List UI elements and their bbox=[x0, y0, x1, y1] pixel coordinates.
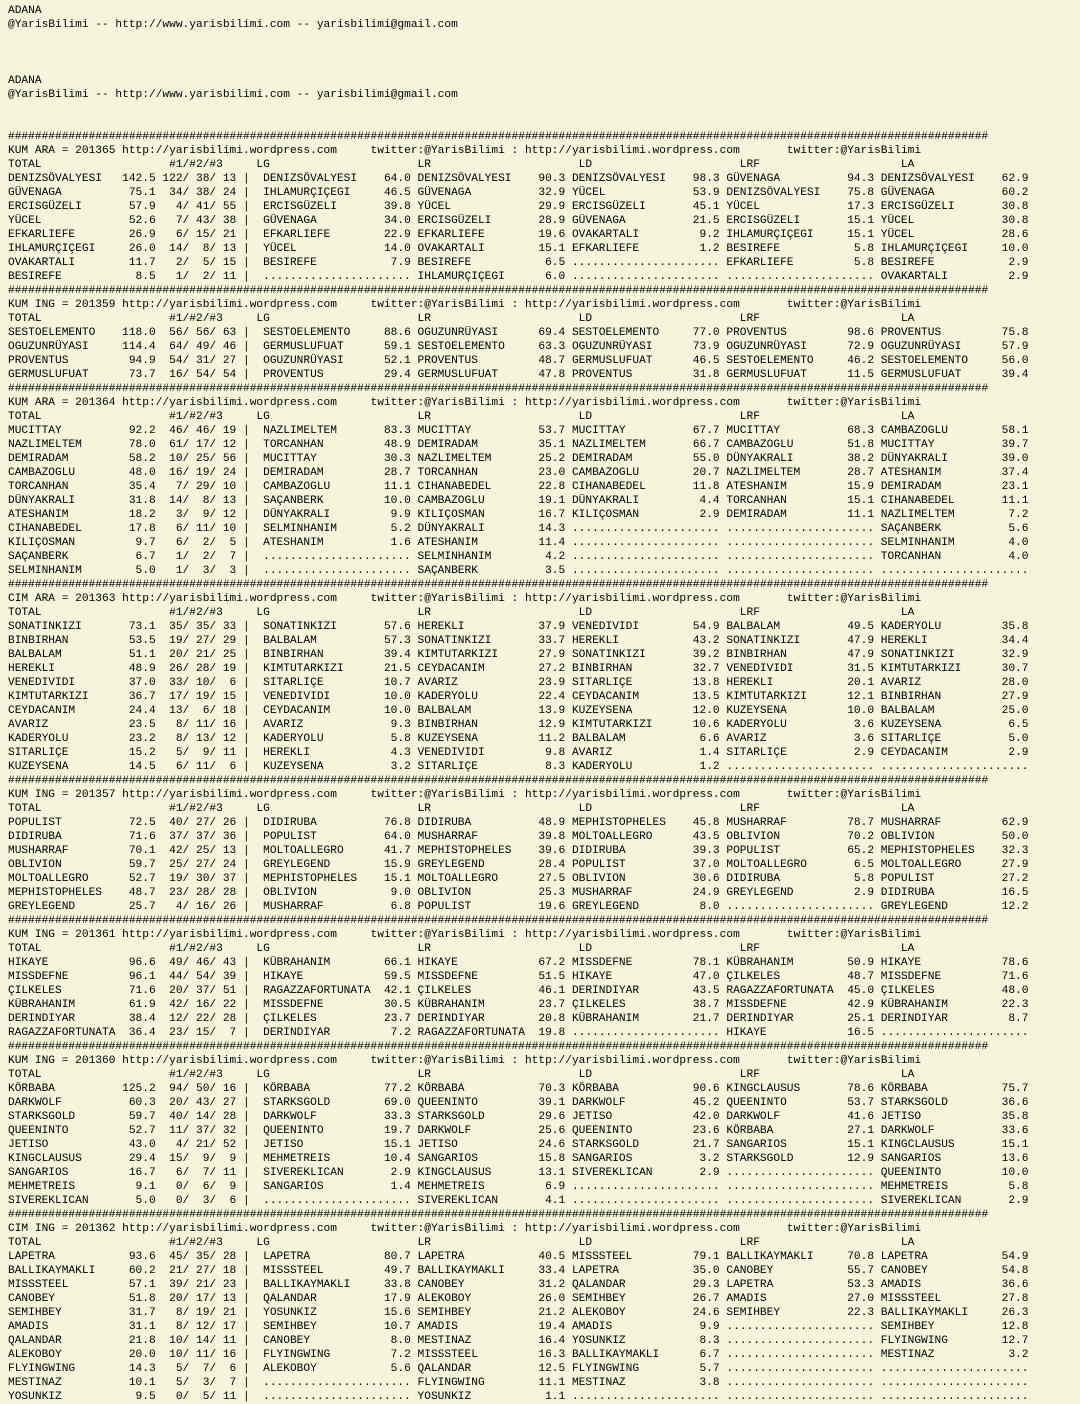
horse-row: SEMIHBEY 31.7 8/ 19/ 21 | YOSUNKIZ 15.6 SEMIHBEY 21.2 ALEKOBOY 24.6 SEMIHBEY 22.3 BALLIKAYMAKLI 26.3 bbox=[8, 1307, 1029, 1319]
horse-row: GERMUSLUFUAT 73.7 16/ 54/ 54 | PROVENTUS 29.4 GERMUSLUFUAT 47.8 PROVENTUS 31.8 GERMUSLUFUAT 11.5 GERMUSLUFUAT 39.4 bbox=[8, 369, 1029, 381]
horse-row: KINGCLAUSUS 29.4 15/ 9/ 9 | MEHMETREIS 10.4 SANGARIOS 15.8 SANGARIOS 3.2 STARKSGOLD 12.9 SANGARIOS 13.6 bbox=[8, 1153, 1029, 1165]
horse-row: EFKARLIEFE 26.9 6/ 15/ 21 | EFKARLIEFE 22.9 EFKARLIEFE 19.6 OVAKARTALI 9.2 IHLAMURÇIÇEGI 15.1 YÜCEL 28.6 bbox=[8, 229, 1029, 241]
column-header: TOTAL #1/#2/#3 LG LR LD LRF LA bbox=[8, 411, 915, 423]
horse-row: IHLAMURÇIÇEGI 26.0 14/ 8/ 13 | YÜCEL 14.0 OVAKARTALI 15.1 EFKARLIEFE 1.2 BESIREFE 5.8 IHLAMURÇIÇEGI 10.0 bbox=[8, 243, 1029, 255]
horse-row: GREYLEGEND 25.7 4/ 16/ 26 | MUSHARRAF 6.8 POPULIST 19.6 GREYLEGEND 8.0 ...................... GREYLEGEND 12.2 bbox=[8, 901, 1029, 913]
city-title: ADANA bbox=[8, 75, 42, 87]
horse-row: MESTINAZ 10.1 5/ 3/ 7 | ...................... FLYINGWING 11.1 MESTINAZ 3.8 ...................... ...................... bbox=[8, 1377, 1029, 1389]
horse-row: QALANDAR 21.8 10/ 14/ 11 | CANOBEY 8.0 MESTINAZ 16.4 YOSUNKIZ 8.3 ...................... FLYINGWING 12.7 bbox=[8, 1335, 1029, 1347]
section-divider: ################################################################################################################################################## bbox=[8, 915, 989, 927]
horse-row: FLYINGWING 14.3 5/ 7/ 6 | ALEKOBOY 5.6 QALANDAR 12.5 FLYINGWING 5.7 ...................... ...................... bbox=[8, 1363, 1029, 1375]
blank-line bbox=[8, 46, 1028, 60]
horse-row: NAZLIMELTEM 78.0 61/ 17/ 12 | TORCANHAN 48.9 DEMIRADAM 35.1 NAZLIMELTEM 66.7 CAMBAZOGLU 51.8 MUCITTAY 39.7 bbox=[8, 439, 1029, 451]
horse-row: GÜVENAGA 75.1 34/ 38/ 24 | IHLAMURÇIÇEGI 46.5 GÜVENAGA 32.9 YÜCEL 53.9 DENIZSÖVALYESI 75.8 GÜVENAGA 60.2 bbox=[8, 187, 1029, 199]
contact-line: @YarisBilimi -- http://www.yarisbilimi.com -- yarisbilimi@gmail.com bbox=[8, 19, 458, 31]
horse-row: POPULIST 72.5 40/ 27/ 26 | DIDIRUBA 76.8 DIDIRUBA 48.9 MEPHISTOPHELES 45.8 MUSHARRAF 78.7 MUSHARRAF 62.9 bbox=[8, 817, 1029, 829]
horse-row: PROVENTUS 94.9 54/ 31/ 27 | OGUZUNRÜYASI 52.1 PROVENTUS 48.7 GERMUSLUFUAT 46.5 SESTOELEMENTO 46.2 SESTOELEMENTO 56.0 bbox=[8, 355, 1029, 367]
column-header: TOTAL #1/#2/#3 LG LR LD LRF LA bbox=[8, 159, 915, 171]
horse-row: DENIZSÖVALYESI 142.5 122/ 38/ 13 | DENIZSÖVALYESI 64.0 DENIZSÖVALYESI 90.3 DENIZSÖVALYESI 98.3 GÜVENAGA 94.3 DENIZSÖVALYESI 62.9 bbox=[8, 173, 1029, 185]
blank-line bbox=[8, 116, 1028, 130]
horse-row: TORCANHAN 35.4 7/ 29/ 10 | CAMBAZOGLU 11.1 CIHANABEDEL 22.8 CIHANABEDEL 11.8 ATESHANIM 15.9 DEMIRADAM 23.1 bbox=[8, 481, 1029, 493]
horse-row: SIVEREKLICAN 5.0 0/ 3/ 6 | ...................... SIVEREKLICAN 4.1 ...................... ...................... SIVEREKLICAN 2.9 bbox=[8, 1195, 1029, 1207]
horse-row: VENEDIVIDI 37.0 33/ 10/ 6 | SITARLIÇE 10.7 AVARIZ 23.9 SITARLIÇE 13.8 HEREKLI 20.1 AVARIZ 28.0 bbox=[8, 677, 1029, 689]
horse-row: HIKAYE 96.6 49/ 46/ 43 | KÜBRAHANIM 66.1 HIKAYE 67.2 MISSDEFNE 78.1 KÜBRAHANIM 50.9 HIKAYE 78.6 bbox=[8, 957, 1029, 969]
race-report-text bbox=[8, 4, 1028, 1404]
section-divider: ################################################################################################################################################## bbox=[8, 1041, 989, 1053]
section-divider: ################################################################################################################################################## bbox=[8, 285, 989, 297]
horse-row: KADERYOLU 23.2 8/ 13/ 12 | KADERYOLU 5.8 KUZEYSENA 11.2 BALBALAM 6.6 AVARIZ 3.6 SITARLIÇE 5.0 bbox=[8, 733, 1029, 745]
horse-row: BALLIKAYMAKLI 60.2 21/ 27/ 18 | MISSSTEEL 49.7 BALLIKAYMAKLI 33.4 LAPETRA 35.0 CANOBEY 55.7 CANOBEY 54.8 bbox=[8, 1265, 1029, 1277]
horse-row: STARKSGOLD 59.7 40/ 14/ 28 | DARKWOLF 33.3 STARKSGOLD 29.6 JETISO 42.0 DARKWOLF 41.6 JETISO 35.8 bbox=[8, 1111, 1029, 1123]
race-header: KUM ARA = 201364 http://yarisbilimi.wordpress.com twitter:@YarisBilimi : http://yarisbilimi.wordpress.com twitter:@YarisBilimi bbox=[8, 397, 922, 409]
horse-row: OGUZUNRÜYASI 114.4 64/ 49/ 46 | GERMUSLUFUAT 59.1 SESTOELEMENTO 63.3 OGUZUNRÜYASI 73.9 OGUZUNRÜYASI 72.9 OGUZUNRÜYASI 57.9 bbox=[8, 341, 1029, 353]
horse-row: MISSSTEEL 57.1 39/ 21/ 23 | BALLIKAYMAKLI 33.8 CANOBEY 31.2 QALANDAR 29.3 LAPETRA 53.3 AMADIS 36.6 bbox=[8, 1279, 1029, 1291]
horse-row: KILIÇOSMAN 9.7 6/ 2/ 5 | ATESHANIM 1.6 ATESHANIM 11.4 ...................... ...................... SELMINHANIM 4.0 bbox=[8, 537, 1029, 549]
horse-row: AVARIZ 23.5 8/ 11/ 16 | AVARIZ 9.3 BINBIRHAN 12.9 KIMTUTARKIZI 10.6 KADERYOLU 3.6 KUZEYSENA 6.5 bbox=[8, 719, 1029, 731]
section-divider: ################################################################################################################################################## bbox=[8, 579, 989, 591]
race-header: KUM ING = 201359 http://yarisbilimi.wordpress.com twitter:@YarisBilimi : http://yarisbilimi.wordpress.com twitter:@YarisBilimi bbox=[8, 299, 922, 311]
horse-row: KÜBRAHANIM 61.9 42/ 16/ 22 | MISSDEFNE 30.5 KÜBRAHANIM 23.7 ÇILKELES 38.7 MISSDEFNE 42.9 KÜBRAHANIM 22.3 bbox=[8, 999, 1029, 1011]
horse-row: BINBIRHAN 53.5 19/ 27/ 29 | BALBALAM 57.3 SONATINKIZI 33.7 HEREKLI 43.2 SONATINKIZI 47.9 HEREKLI 34.4 bbox=[8, 635, 1029, 647]
horse-row: LAPETRA 93.6 45/ 35/ 28 | LAPETRA 80.7 LAPETRA 40.5 MISSSTEEL 79.1 BALLIKAYMAKLI 70.8 LAPETRA 54.9 bbox=[8, 1251, 1029, 1263]
horse-row: ERCISGÜZELI 57.9 4/ 41/ 55 | ERCISGÜZELI 39.8 YÜCEL 29.9 ERCISGÜZELI 45.1 YÜCEL 17.3 ERCISGÜZELI 30.8 bbox=[8, 201, 1029, 213]
section-divider: ################################################################################################################################################## bbox=[8, 1209, 989, 1221]
horse-row: SANGARIOS 16.7 6/ 7/ 11 | SIVEREKLICAN 2.9 KINGCLAUSUS 13.1 SIVEREKLICAN 2.9 ...................... QUEENINTO 10.0 bbox=[8, 1167, 1029, 1179]
section-divider: ################################################################################################################################################## bbox=[8, 131, 989, 143]
column-header: TOTAL #1/#2/#3 LG LR LD LRF LA bbox=[8, 1069, 915, 1081]
horse-row: SONATINKIZI 73.1 35/ 35/ 33 | SONATINKIZI 57.6 HEREKLI 37.9 VENEDIVIDI 54.9 BALBALAM 49.5 KADERYOLU 35.8 bbox=[8, 621, 1029, 633]
horse-row: ATESHANIM 18.2 3/ 9/ 12 | DÜNYAKRALI 9.9 KILIÇOSMAN 16.7 KILIÇOSMAN 2.9 DEMIRADAM 11.1 NAZLIMELTEM 7.2 bbox=[8, 509, 1029, 521]
horse-row: MOLTOALLEGRO 52.7 19/ 30/ 37 | MEPHISTOPHELES 15.1 MOLTOALLEGRO 27.5 OBLIVION 30.6 DIDIRUBA 5.8 POPULIST 27.2 bbox=[8, 873, 1029, 885]
horse-row: MISSDEFNE 96.1 44/ 54/ 39 | HIKAYE 59.5 MISSDEFNE 51.5 HIKAYE 47.0 ÇILKELES 48.7 MISSDEFNE 71.6 bbox=[8, 971, 1029, 983]
city-title: ADANA bbox=[8, 5, 42, 17]
horse-row: ALEKOBOY 20.0 10/ 11/ 16 | FLYINGWING 7.2 MISSSTEEL 16.3 BALLIKAYMAKLI 6.7 ...................... MESTINAZ 3.2 bbox=[8, 1349, 1029, 1361]
blank-line bbox=[8, 32, 1028, 46]
horse-row: CEYDACANIM 24.4 13/ 6/ 18 | CEYDACANIM 10.0 BALBALAM 13.9 KUZEYSENA 12.0 KUZEYSENA 10.0 BALBALAM 25.0 bbox=[8, 705, 1029, 717]
horse-row: DARKWOLF 60.3 20/ 43/ 27 | STARKSGOLD 69.0 QUEENINTO 39.1 DARKWOLF 45.2 QUEENINTO 53.7 STARKSGOLD 36.6 bbox=[8, 1097, 1029, 1109]
horse-row: HEREKLI 48.9 26/ 28/ 19 | KIMTUTARKIZI 21.5 CEYDACANIM 27.2 BINBIRHAN 32.7 VENEDIVIDI 31.5 KIMTUTARKIZI 30.7 bbox=[8, 663, 1029, 675]
horse-row: DÜNYAKRALI 31.8 14/ 8/ 13 | SAÇANBERK 10.0 CAMBAZOGLU 19.1 DÜNYAKRALI 4.4 TORCANHAN 15.1 CIHANABEDEL 11.1 bbox=[8, 495, 1029, 507]
horse-row: YOSUNKIZ 9.5 0/ 5/ 11 | ...................... YOSUNKIZ 1.1 ...................... ...................... ...................... bbox=[8, 1391, 1029, 1403]
column-header: TOTAL #1/#2/#3 LG LR LD LRF LA bbox=[8, 313, 915, 325]
blank-line bbox=[8, 102, 1028, 116]
horse-row: OBLIVION 59.7 25/ 27/ 24 | GREYLEGEND 15.9 GREYLEGEND 28.4 POPULIST 37.0 MOLTOALLEGRO 6.5 MOLTOALLEGRO 27.9 bbox=[8, 859, 1029, 871]
horse-row: ÇILKELES 71.6 20/ 37/ 51 | RAGAZZAFORTUNATA 42.1 ÇILKELES 46.1 DERINDIYAR 43.5 RAGAZZAFORTUNATA 45.0 ÇILKELES 48.0 bbox=[8, 985, 1029, 997]
horse-row: SESTOELEMENTO 118.0 56/ 56/ 63 | SESTOELEMENTO 88.6 OGUZUNRÜYASI 69.4 SESTOELEMENTO 77.0 PROVENTUS 98.6 PROVENTUS 75.8 bbox=[8, 327, 1029, 339]
horse-row: JETISO 43.0 4/ 21/ 52 | JETISO 15.1 JETISO 24.6 STARKSGOLD 21.7 SANGARIOS 15.1 KINGCLAUSUS 15.1 bbox=[8, 1139, 1029, 1151]
horse-row: KIMTUTARKIZI 36.7 17/ 19/ 15 | VENEDIVIDI 10.0 KADERYOLU 22.4 CEYDACANIM 13.5 KIMTUTARKIZI 12.1 BINBIRHAN 27.9 bbox=[8, 691, 1029, 703]
column-header: TOTAL #1/#2/#3 LG LR LD LRF LA bbox=[8, 1237, 915, 1249]
horse-row: KUZEYSENA 14.5 6/ 11/ 6 | KUZEYSENA 3.2 SITARLIÇE 8.3 KADERYOLU 1.2 ...................... ...................... bbox=[8, 761, 1029, 773]
race-header: CIM ARA = 201363 http://yarisbilimi.wordpress.com twitter:@YarisBilimi : http://yarisbilimi.wordpress.com twitter:@YarisBilimi bbox=[8, 593, 922, 605]
horse-row: BESIREFE 8.5 1/ 2/ 11 | ...................... IHLAMURÇIÇEGI 6.0 ...................... ...................... OVAKARTALI 2.9 bbox=[8, 271, 1029, 283]
race-header: KUM ING = 201357 http://yarisbilimi.wordpress.com twitter:@YarisBilimi : http://yarisbilimi.wordpress.com twitter:@YarisBilimi bbox=[8, 789, 922, 801]
horse-row: DERINDIYAR 38.4 12/ 22/ 28 | ÇILKELES 23.7 DERINDIYAR 20.8 KÜBRAHANIM 21.7 DERINDIYAR 25.1 DERINDIYAR 8.7 bbox=[8, 1013, 1029, 1025]
horse-row: SELMINHANIM 5.0 1/ 3/ 3 | ...................... SAÇANBERK 3.5 ...................... ...................... ...................... bbox=[8, 565, 1029, 577]
section-divider: ################################################################################################################################################## bbox=[8, 775, 989, 787]
column-header: TOTAL #1/#2/#3 LG LR LD LRF LA bbox=[8, 943, 915, 955]
horse-row: BALBALAM 51.1 20/ 21/ 25 | BINBIRHAN 39.4 KIMTUTARKIZI 27.9 SONATINKIZI 39.2 BINBIRHAN 47.9 SONATINKIZI 32.9 bbox=[8, 649, 1029, 661]
horse-row: QUEENINTO 52.7 11/ 37/ 32 | QUEENINTO 19.7 DARKWOLF 25.6 QUEENINTO 23.6 KÖRBABA 27.1 DARKWOLF 33.6 bbox=[8, 1125, 1029, 1137]
horse-row: MUCITTAY 92.2 46/ 46/ 19 | NAZLIMELTEM 83.3 MUCITTAY 53.7 MUCITTAY 67.7 MUCITTAY 68.3 CAMBAZOGLU 58.1 bbox=[8, 425, 1029, 437]
horse-row: RAGAZZAFORTUNATA 36.4 23/ 15/ 7 | DERINDIYAR 7.2 RAGAZZAFORTUNATA 19.8 ...................... HIKAYE 16.5 ...................... bbox=[8, 1027, 1029, 1039]
horse-row: OVAKARTALI 11.7 2/ 5/ 15 | BESIREFE 7.9 BESIREFE 6.5 ...................... EFKARLIEFE 5.8 BESIREFE 2.9 bbox=[8, 257, 1029, 269]
horse-row: MEHMETREIS 9.1 0/ 6/ 9 | SANGARIOS 1.4 MEHMETREIS 6.9 ...................... ...................... MEHMETREIS 5.8 bbox=[8, 1181, 1029, 1193]
horse-row: KÖRBABA 125.2 94/ 50/ 16 | KÖRBABA 77.2 KÖRBABA 70.3 KÖRBABA 90.6 KINGCLAUSUS 78.6 KÖRBABA 75.7 bbox=[8, 1083, 1029, 1095]
horse-row: MUSHARRAF 70.1 42/ 25/ 13 | MOLTOALLEGRO 41.7 MEPHISTOPHELES 39.6 DIDIRUBA 39.3 POPULIST 65.2 MEPHISTOPHELES 32.3 bbox=[8, 845, 1029, 857]
race-header: KUM ING = 201360 http://yarisbilimi.wordpress.com twitter:@YarisBilimi : http://yarisbilimi.wordpress.com twitter:@YarisBilimi bbox=[8, 1055, 922, 1067]
horse-row: SITARLIÇE 15.2 5/ 9/ 11 | HEREKLI 4.3 VENEDIVIDI 9.8 AVARIZ 1.4 SITARLIÇE 2.9 CEYDACANIM 2.9 bbox=[8, 747, 1029, 759]
column-header: TOTAL #1/#2/#3 LG LR LD LRF LA bbox=[8, 803, 915, 815]
horse-row: CAMBAZOGLU 48.0 16/ 19/ 24 | DEMIRADAM 28.7 TORCANHAN 23.0 CAMBAZOGLU 20.7 NAZLIMELTEM 28.7 ATESHANIM 37.4 bbox=[8, 467, 1029, 479]
horse-row: DIDIRUBA 71.6 37/ 37/ 36 | POPULIST 64.0 MUSHARRAF 39.8 MOLTOALLEGRO 43.5 OBLIVION 70.2 OBLIVION 50.0 bbox=[8, 831, 1029, 843]
race-header: KUM ARA = 201365 http://yarisbilimi.wordpress.com twitter:@YarisBilimi : http://yarisbilimi.wordpress.com twitter:@YarisBilimi bbox=[8, 145, 922, 157]
blank-line bbox=[8, 60, 1028, 74]
horse-row: CIHANABEDEL 17.8 6/ 11/ 10 | SELMINHANIM 5.2 DÜNYAKRALI 14.3 ...................... ...................... SAÇANBERK 5.6 bbox=[8, 523, 1029, 535]
section-divider: ################################################################################################################################################## bbox=[8, 383, 989, 395]
race-header: KUM ING = 201361 http://yarisbilimi.wordpress.com twitter:@YarisBilimi : http://yarisbilimi.wordpress.com twitter:@YarisBilimi bbox=[8, 929, 922, 941]
horse-row: MEPHISTOPHELES 48.7 23/ 28/ 28 | OBLIVION 9.0 OBLIVION 25.3 MUSHARRAF 24.9 GREYLEGEND 2.9 DIDIRUBA 16.5 bbox=[8, 887, 1029, 899]
horse-row: CANOBEY 51.8 20/ 17/ 13 | QALANDAR 17.9 ALEKOBOY 26.0 SEMIHBEY 26.7 AMADIS 27.0 MISSSTEEL 27.8 bbox=[8, 1293, 1029, 1305]
contact-line: @YarisBilimi -- http://www.yarisbilimi.com -- yarisbilimi@gmail.com bbox=[8, 89, 458, 101]
horse-row: YÜCEL 52.6 7/ 43/ 38 | GÜVENAGA 34.0 ERCISGÜZELI 28.9 GÜVENAGA 21.5 ERCISGÜZELI 15.1 YÜCEL 30.8 bbox=[8, 215, 1029, 227]
horse-row: SAÇANBERK 6.7 1/ 2/ 7 | ...................... SELMINHANIM 4.2 ...................... ...................... TORCANHAN 4.0 bbox=[8, 551, 1029, 563]
horse-row: AMADIS 31.1 8/ 12/ 17 | SEMIHBEY 10.7 AMADIS 19.4 AMADIS 9.9 ...................... SEMIHBEY 12.8 bbox=[8, 1321, 1029, 1333]
race-header: CIM ING = 201362 http://yarisbilimi.wordpress.com twitter:@YarisBilimi : http://yarisbilimi.wordpress.com twitter:@YarisBilimi bbox=[8, 1223, 922, 1235]
horse-row: DEMIRADAM 58.2 10/ 25/ 56 | MUCITTAY 30.3 NAZLIMELTEM 25.2 DEMIRADAM 55.0 DÜNYAKRALI 38.2 DÜNYAKRALI 39.0 bbox=[8, 453, 1029, 465]
column-header: TOTAL #1/#2/#3 LG LR LD LRF LA bbox=[8, 607, 915, 619]
